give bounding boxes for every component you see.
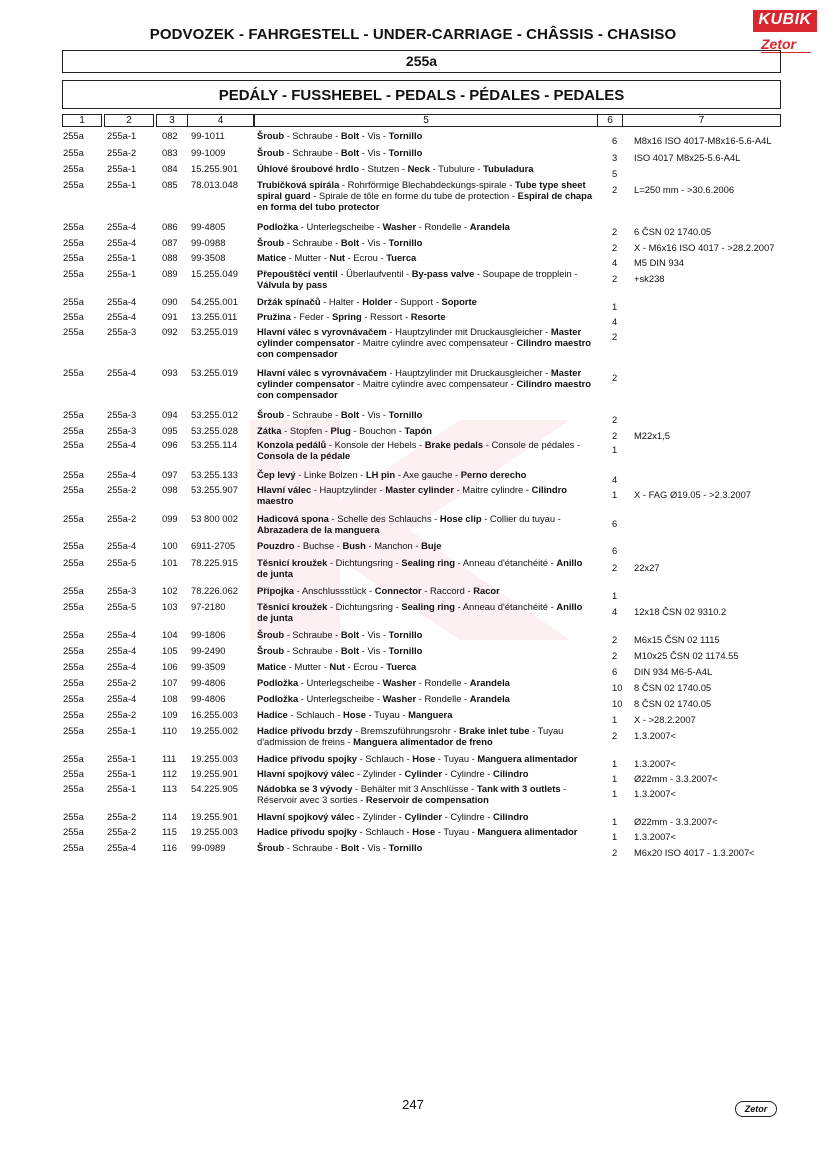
cell-c4: 6911-2705 (191, 540, 236, 551)
cell-c3: 108 (162, 693, 178, 704)
cell-c3: 109 (162, 709, 178, 720)
cell-c3: 086 (162, 221, 178, 232)
cell-c2: 255a-4 (107, 693, 137, 704)
cell-c3: 107 (162, 677, 178, 688)
cell-c3: 089 (162, 268, 178, 279)
column-header-7: 7 (622, 114, 781, 127)
cell-c6: 6 (612, 135, 618, 146)
cell-c3: 082 (162, 130, 178, 141)
cell-c6: 6 (612, 518, 618, 529)
cell-c2: 255a-1 (107, 130, 137, 141)
cell-c7: 1.3.2007< (634, 758, 676, 769)
cell-c3: 110 (162, 725, 177, 736)
cell-c7: X - >28.2.2007 (634, 714, 696, 725)
cell-c6: 2 (612, 331, 618, 342)
cell-c3: 096 (162, 439, 178, 450)
cell-c1: 255a (63, 296, 84, 307)
cell-c5: Hadice přívodu spojky - Schlauch - Hose - Tuyau - Manguera alimentador (257, 826, 578, 837)
cell-c4: 53.255.028 (191, 425, 238, 436)
cell-c7: Ø22mm - 3.3.2007< (634, 773, 718, 784)
cell-c4: 53.255.907 (191, 484, 238, 495)
cell-c1: 255a (63, 326, 84, 337)
cell-c1: 255a (63, 469, 84, 480)
cell-c3: 100 (162, 540, 178, 551)
cell-c4: 15.255.049 (191, 268, 238, 279)
cell-c2: 255a-2 (107, 147, 137, 158)
cell-c4: 99-1806 (191, 629, 226, 640)
cell-c4: 13.255.011 (191, 311, 238, 322)
column-header-5: 5 (254, 114, 598, 127)
cell-c2: 255a-2 (107, 709, 137, 720)
cell-c5: Pružina - Feder - Spring - Ressort - Resorte (257, 311, 446, 322)
cell-c1: 255a (63, 252, 84, 263)
cell-c4: 15.255.901 (191, 163, 238, 174)
cell-c6: 2 (612, 414, 618, 425)
cell-c1: 255a (63, 645, 84, 656)
cell-c5: Šroub - Schraube - Bolt - Vis - Tornillo (257, 645, 423, 656)
column-header-1: 1 (62, 114, 102, 127)
cell-c6: 1 (612, 758, 618, 769)
group-title: PEDÁLY - FUSSHEBEL - PEDALS - PÉDALES - PEDALES (62, 80, 781, 109)
cell-c4: 16.255.003 (191, 709, 238, 720)
cell-c5: Konzola pedálů - Konsole der Hebels - Brake pedals - Console de pédales - Consola de la pédale (257, 439, 581, 461)
cell-c3: 097 (162, 469, 178, 480)
cell-c1: 255a (63, 842, 84, 853)
cell-c7: M8x16 ISO 4017-M8x16-5.6-A4L (634, 135, 772, 146)
cell-c2: 255a-3 (107, 585, 137, 596)
cell-c2: 255a-4 (107, 842, 137, 853)
cell-c4: 99-1011 (191, 130, 225, 141)
cell-c6: 2 (612, 847, 618, 858)
cell-c5: Hadice přívodu brzdy - Bremszuführungsrohr - Brake inlet tube - Tuyau d'admission de freins - Manguera alimentador de freno (257, 725, 564, 747)
cell-c1: 255a (63, 826, 84, 837)
cell-c6: 1 (612, 590, 618, 601)
cell-c4: 99-4805 (191, 221, 226, 232)
cell-c2: 255a-4 (107, 661, 137, 672)
cell-c2: 255a-1 (107, 252, 137, 263)
cell-c5: Podložka - Unterlegscheibe - Washer - Rondelle - Arandela (257, 677, 510, 688)
cell-c1: 255a (63, 130, 84, 141)
cell-c7: 6 ČSN 02 1740.05 (634, 226, 712, 237)
section-code: 255a (62, 50, 781, 73)
cell-c6: 1 (612, 816, 618, 827)
cell-c5: Hlavní spojkový válec - Zylinder - Cylinder - Cylindre - Cilindro (257, 768, 529, 779)
cell-c5: Šroub - Schraube - Bolt - Vis - Tornillo (257, 237, 423, 248)
cell-c3: 093 (162, 367, 178, 378)
cell-c4: 53.255.012 (191, 409, 238, 420)
cell-c3: 101 (162, 557, 178, 568)
cell-c6: 4 (612, 316, 618, 327)
cell-c5: Hlavní spojkový válec - Zylinder - Cylinder - Cylindre - Cilindro (257, 811, 529, 822)
cell-c4: 78.226.062 (191, 585, 238, 596)
cell-c2: 255a-1 (107, 753, 137, 764)
cell-c7: 1.3.2007< (634, 831, 676, 842)
cell-c6: 6 (612, 545, 618, 556)
cell-c6: 1 (612, 444, 618, 455)
cell-c1: 255a (63, 709, 84, 720)
cell-c2: 255a-1 (107, 163, 137, 174)
cell-c5: Trubičková spirála - Rohrförmige Blechabdeckungs-spirale - Tube type sheet spiral guard - Spirale de tôle en forme du tube de protection - Espiral de chapa en forma del tubo protector (257, 179, 593, 212)
cell-c6: 2 (612, 650, 618, 661)
cell-c7: X - FAG Ø19.05 - >2.3.2007 (634, 489, 751, 500)
cell-c3: 104 (162, 629, 178, 640)
cell-c4: 53.255.114 (191, 439, 238, 450)
cell-c1: 255a (63, 557, 84, 568)
cell-c6: 4 (612, 257, 618, 268)
cell-c2: 255a-1 (107, 268, 137, 279)
cell-c6: 2 (612, 184, 618, 195)
cell-c2: 255a-3 (107, 409, 137, 420)
cell-c6: 2 (612, 634, 618, 645)
cell-c4: 99-4806 (191, 677, 226, 688)
cell-c4: 99-0988 (191, 237, 226, 248)
cell-c5: Přípojka - Anschlussstück - Connector - Raccord - Racor (257, 585, 500, 596)
cell-c1: 255a (63, 601, 84, 612)
cell-c3: 113 (162, 783, 177, 794)
cell-c6: 2 (612, 730, 618, 741)
cell-c3: 087 (162, 237, 178, 248)
cell-c5: Hadice - Schlauch - Hose - Tuyau - Manguera (257, 709, 453, 720)
cell-c2: 255a-1 (107, 783, 137, 794)
cell-c2: 255a-5 (107, 557, 137, 568)
cell-c4: 53.255.019 (191, 367, 238, 378)
cell-c4: 19.255.003 (191, 753, 238, 764)
logo-brand-text: KUBIK (758, 11, 812, 28)
cell-c4: 99-2490 (191, 645, 226, 656)
cell-c6: 1 (612, 714, 618, 725)
cell-c7: Ø22mm - 3.3.2007< (634, 816, 718, 827)
cell-c2: 255a-2 (107, 484, 137, 495)
cell-c6: 1 (612, 301, 618, 312)
cell-c4: 99-3509 (191, 661, 226, 672)
cell-c6: 10 (612, 682, 623, 693)
cell-c2: 255a-2 (107, 811, 137, 822)
cell-c3: 106 (162, 661, 178, 672)
cell-c1: 255a (63, 425, 84, 436)
cell-c5: Šroub - Schraube - Bolt - Vis - Tornillo (257, 629, 423, 640)
cell-c1: 255a (63, 147, 84, 158)
cell-c2: 255a-3 (107, 425, 137, 436)
cell-c4: 19.255.901 (191, 811, 238, 822)
cell-c1: 255a (63, 661, 84, 672)
cell-c2: 255a-1 (107, 179, 137, 190)
cell-c7: 8 ČSN 02 1740.05 (634, 698, 712, 709)
cell-c1: 255a (63, 221, 84, 232)
cell-c2: 255a-4 (107, 629, 137, 640)
cell-c1: 255a (63, 311, 84, 322)
cell-c7: 8 ČSN 02 1740.05 (634, 682, 712, 693)
cell-c7: M10x25 ČSN 02 1174.55 (634, 650, 739, 661)
cell-c7: L=250 mm - >30.6.2006 (634, 184, 735, 195)
cell-c1: 255a (63, 677, 84, 688)
cell-c7: 12x18 ČSN 02 9310.2 (634, 606, 727, 617)
cell-c5: Držák spínačů - Halter - Holder - Support - Soporte (257, 296, 477, 307)
cell-c6: 2 (612, 562, 618, 573)
cell-c4: 19.255.002 (191, 725, 238, 736)
cell-c3: 098 (162, 484, 178, 495)
cell-c3: 102 (162, 585, 178, 596)
cell-c3: 099 (162, 513, 178, 524)
cell-c4: 99-3508 (191, 252, 226, 263)
cell-c5: Hlavní válec - Hauptzylinder - Master cylinder - Maitre cylindre - Cilindro maestro (257, 484, 568, 506)
cell-c2: 255a-2 (107, 826, 137, 837)
cell-c6: 5 (612, 168, 618, 179)
cell-c1: 255a (63, 367, 84, 378)
cell-c5: Hlavní válec s vyrovnávačem - Hauptzylinder mit Druckausgleicher - Master cylinder compensator - Maitre cylindre avec compensateur - Cilindro maestro con compensador (257, 367, 591, 400)
cell-c6: 2 (612, 273, 618, 284)
cell-c7: M6x20 ISO 4017 - 1.3.2007< (634, 847, 755, 858)
cell-c5: Šroub - Schraube - Bolt - Vis - Tornillo (257, 842, 423, 853)
cell-c1: 255a (63, 585, 84, 596)
cell-c7: ISO 4017 M8x25-5.6-A4L (634, 152, 741, 163)
cell-c6: 3 (612, 152, 618, 163)
cell-c1: 255a (63, 179, 84, 190)
cell-c3: 092 (162, 326, 178, 337)
cell-c1: 255a (63, 409, 84, 420)
cell-c1: 255a (63, 513, 84, 524)
cell-c1: 255a (63, 237, 84, 248)
cell-c3: 090 (162, 296, 178, 307)
cell-c3: 112 (162, 768, 177, 779)
cell-c7: M6x15 ČSN 02 1115 (634, 634, 720, 645)
cell-c2: 255a-4 (107, 237, 137, 248)
cell-c2: 255a-1 (107, 768, 137, 779)
cell-c7: M5 DIN 934 (634, 257, 685, 268)
cell-c5: Hadice přívodu spojky - Schlauch - Hose - Tuyau - Manguera alimentador (257, 753, 578, 764)
cell-c3: 105 (162, 645, 178, 656)
cell-c3: 083 (162, 147, 178, 158)
cell-c4: 99-0989 (191, 842, 226, 853)
cell-c5: Šroub - Schraube - Bolt - Vis - Tornillo (257, 130, 423, 141)
cell-c4: 78.013.048 (191, 179, 238, 190)
cell-c4: 99-4806 (191, 693, 226, 704)
cell-c7: M22x1,5 (634, 430, 670, 441)
cell-c3: 094 (162, 409, 178, 420)
cell-c4: 19.255.003 (191, 826, 238, 837)
cell-c4: 19.255.901 (191, 768, 238, 779)
cell-c6: 4 (612, 474, 618, 485)
cell-c3: 103 (162, 601, 178, 612)
cell-c2: 255a-5 (107, 601, 137, 612)
cell-c1: 255a (63, 629, 84, 640)
cell-c6: 10 (612, 698, 623, 709)
cell-c6: 2 (612, 430, 618, 441)
cell-c1: 255a (63, 768, 84, 779)
cell-c1: 255a (63, 484, 84, 495)
cell-c7: DIN 934 M6-5-A4L (634, 666, 713, 677)
cell-c4: 53.255.019 (191, 326, 238, 337)
cell-c2: 255a-4 (107, 645, 137, 656)
cell-c2: 255a-4 (107, 221, 137, 232)
cell-c2: 255a-4 (107, 439, 137, 450)
cell-c6: 6 (612, 666, 618, 677)
cell-c2: 255a-2 (107, 513, 137, 524)
cell-c1: 255a (63, 163, 84, 174)
cell-c3: 084 (162, 163, 178, 174)
cell-c5: Podložka - Unterlegscheibe - Washer - Rondelle - Arandela (257, 693, 510, 704)
cell-c4: 54.255.001 (191, 296, 238, 307)
cell-c1: 255a (63, 783, 84, 794)
cell-c2: 255a-4 (107, 540, 137, 551)
cell-c3: 095 (162, 425, 178, 436)
cell-c5: Přepouštěcí ventil - Überlaufventil - By-pass valve - Soupape de tropplein - Válvula by pass (257, 268, 578, 290)
cell-c3: 115 (162, 826, 177, 837)
column-header-4: 4 (187, 114, 254, 127)
cell-c1: 255a (63, 268, 84, 279)
cell-c6: 2 (612, 242, 618, 253)
cell-c5: Zátka - Stopfen - Plug - Bouchon - Tapón (257, 425, 432, 436)
cell-c6: 2 (612, 372, 618, 383)
cell-c4: 53.255.133 (191, 469, 238, 480)
cell-c2: 255a-4 (107, 311, 137, 322)
cell-c7: 1.3.2007< (634, 788, 676, 799)
cell-c5: Těsnicí kroužek - Dichtungsring - Sealing ring - Anneau d'étanchéité - Anillo de junta (257, 601, 583, 623)
cell-c6: 1 (612, 489, 618, 500)
cell-c3: 111 (162, 753, 177, 764)
cell-c1: 255a (63, 753, 84, 764)
logo-maker-text: Zetor (761, 36, 796, 52)
cell-c1: 255a (63, 540, 84, 551)
cell-c1: 255a (63, 725, 84, 736)
cell-c3: 114 (162, 811, 177, 822)
cell-c1: 255a (63, 439, 84, 450)
cell-c7: 22x27 (634, 562, 660, 573)
zetor-badge: Zetor (735, 1101, 777, 1117)
cell-c7: +sk238 (634, 273, 665, 284)
cell-c2: 255a-4 (107, 367, 137, 378)
cell-c3: 085 (162, 179, 178, 190)
cell-c5: Hlavní válec s vyrovnávačem - Hauptzylinder mit Druckausgleicher - Master cylinder compensator - Maitre cylindre avec compensateur - Cilindro maestro con compensador (257, 326, 591, 359)
cell-c1: 255a (63, 693, 84, 704)
cell-c5: Čep levý - Linke Bolzen - LH pin - Axe gauche - Perno derecho (257, 469, 527, 480)
cell-c6: 1 (612, 831, 618, 842)
cell-c5: Matice - Mutter - Nut - Ecrou - Tuerca (257, 661, 417, 672)
cell-c5: Matice - Mutter - Nut - Ecrou - Tuerca (257, 252, 417, 263)
cell-c3: 088 (162, 252, 178, 263)
cell-c2: 255a-1 (107, 725, 137, 736)
cell-c2: 255a-4 (107, 296, 137, 307)
cell-c5: Šroub - Schraube - Bolt - Vis - Tornillo (257, 147, 423, 158)
column-header-2: 2 (104, 114, 154, 127)
cell-c2: 255a-3 (107, 326, 137, 337)
cell-c6: 1 (612, 773, 618, 784)
cell-c4: 54.225.905 (191, 783, 238, 794)
cell-c5: Pouzdro - Buchse - Bush - Manchon - Buje (257, 540, 442, 551)
cell-c5: Úhlové šroubové hrdlo - Stutzen - Neck - Tubulure - Tubuladura (257, 163, 534, 174)
cell-c6: 4 (612, 606, 618, 617)
cell-c5: Podložka - Unterlegscheibe - Washer - Rondelle - Arandela (257, 221, 510, 232)
cell-c4: 53 800 002 (191, 513, 238, 524)
cell-c7: 1.3.2007< (634, 730, 676, 741)
cell-c5: Nádobka se 3 vývody - Behälter mit 3 Anschlüsse - Tank with 3 outlets - Réservoir avec 3 sorties - Reservoir de compensation (257, 783, 567, 805)
page-title: PODVOZEK - FAHRGESTELL - UNDER-CARRIAGE - CHÂSSIS - CHASISO (149, 26, 677, 43)
cell-c5: Šroub - Schraube - Bolt - Vis - Tornillo (257, 409, 423, 420)
cell-c4: 99-1009 (191, 147, 226, 158)
cell-c6: 2 (612, 226, 618, 237)
cell-c7: X - M6x16 ISO 4017 - >28.2.2007 (634, 242, 775, 253)
cell-c2: 255a-4 (107, 469, 137, 480)
cell-c2: 255a-2 (107, 677, 137, 688)
cell-c4: 78.225.915 (191, 557, 238, 568)
page-number: 247 (402, 1097, 424, 1112)
column-header-6: 6 (597, 114, 623, 127)
cell-c6: 1 (612, 788, 618, 799)
cell-c1: 255a (63, 811, 84, 822)
column-header-3: 3 (156, 114, 188, 127)
cell-c4: 97-2180 (191, 601, 226, 612)
cell-c3: 116 (162, 842, 177, 853)
cell-c5: Těsnicí kroužek - Dichtungsring - Sealing ring - Anneau d'étanchéité - Anillo de junta (257, 557, 583, 579)
cell-c5: Hadicová spona - Schelle des Schlauchs - Hose clip - Collier du tuyau - Abrazadera de la manguera (257, 513, 561, 535)
cell-c3: 091 (162, 311, 178, 322)
